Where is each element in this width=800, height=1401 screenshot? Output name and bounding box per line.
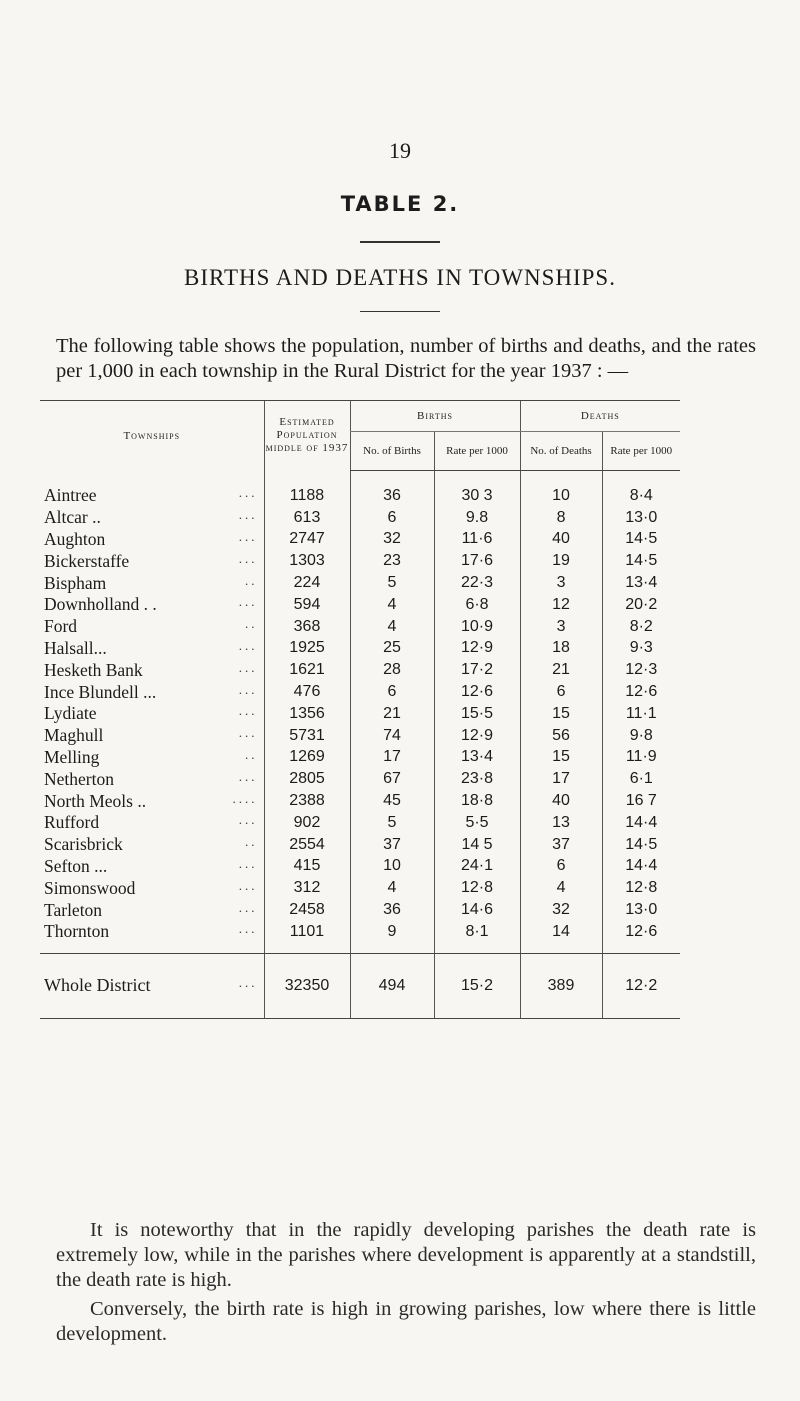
births-cell: 21 [350,703,434,725]
population-cell: 2458 [264,899,350,921]
table-row [40,790,680,812]
leader-dots: ... [238,485,258,501]
deaths-cell: 6 [520,681,602,703]
population-cell: 312 [264,877,350,899]
township-name: Ford [44,616,78,637]
birth-rate-cell: 13·4 [434,747,520,769]
birth-rate-cell: 17·2 [434,659,520,681]
township-name: Halsall... [44,637,107,658]
population-cell: 2747 [264,529,350,551]
table-row [40,529,680,551]
death-rate-cell: 14·5 [602,550,680,572]
population-cell: 1356 [264,703,350,725]
intro-paragraph: The following table shows the population, number of births and deaths, and the rates per 1,000 in each township in the Rural District for the year 1937 : — [56,335,756,382]
death-rate-cell: 9·3 [602,638,680,660]
birth-rate-cell: 22·3 [434,572,520,594]
population-cell: 415 [264,856,350,878]
township-name: Hesketh Bank [44,659,143,680]
death-rate-cell: 11·9 [602,747,680,769]
population-cell: 476 [264,681,350,703]
birth-rate-cell: 24·1 [434,856,520,878]
township-cell [40,659,264,681]
population-cell: 2554 [264,834,350,856]
leader-dots: ... [238,507,258,523]
death-rate-cell: 8·2 [602,616,680,638]
township-cell [40,681,264,703]
table-row [40,659,680,681]
births-cell: 28 [350,659,434,681]
birth-rate-cell: 10·9 [434,616,520,638]
table-row [40,812,680,834]
death-rate-cell: 13·0 [602,507,680,529]
birth-rate-cell: 12·9 [434,638,520,660]
subtitle: BIRTHS AND DEATHS IN TOWNSHIPS. [184,265,616,290]
deaths-cell: 389 [520,953,602,1018]
birth-rate-cell: 12·9 [434,725,520,747]
township-name: Whole District [44,975,151,996]
population-cell: 1269 [264,747,350,769]
population-cell: 32350 [264,953,350,1018]
leader-dots: ... [238,703,258,719]
leader-dots: ... [238,594,258,610]
table-row [40,953,680,1018]
births-cell: 36 [350,471,434,507]
leader-dots: ... [238,550,258,566]
table-row [40,899,680,921]
township-name: Sefton ... [44,855,108,876]
township-cell [40,703,264,725]
death-rate-cell: 8·4 [602,471,680,507]
death-rate-cell: 12·6 [602,681,680,703]
header-rate-births: Rate per 1000 [434,432,520,471]
births-cell: 25 [350,638,434,660]
death-rate-cell: 12·6 [602,921,680,953]
birth-rate-cell: 6·8 [434,594,520,616]
births-deaths-table [40,400,680,1019]
deaths-cell: 3 [520,572,602,594]
death-rate-cell: 12·3 [602,659,680,681]
table-row [40,572,680,594]
birth-rate-cell: 8·1 [434,921,520,953]
leader-dots: ... [238,899,258,915]
births-cell: 37 [350,834,434,856]
title-rule [360,241,440,243]
population-cell: 613 [264,507,350,529]
death-rate-cell: 13·0 [602,899,680,921]
leader-dots: ... [238,637,258,653]
births-cell: 494 [350,953,434,1018]
death-rate-cell: 12·2 [602,953,680,1018]
table-row [40,616,680,638]
header-births: Births [350,401,520,432]
deaths-cell: 40 [520,790,602,812]
leader-dots: ... [238,681,258,697]
township-cell [40,594,264,616]
deaths-cell: 15 [520,747,602,769]
births-cell: 67 [350,768,434,790]
death-rate-cell: 14·5 [602,834,680,856]
deaths-cell: 15 [520,703,602,725]
deaths-cell: 17 [520,768,602,790]
population-cell: 1621 [264,659,350,681]
township-name: Thornton [44,921,110,942]
header-rate-deaths: Rate per 1000 [602,432,680,471]
deaths-cell: 8 [520,507,602,529]
table-row [40,834,680,856]
township-cell [40,572,264,594]
header-no-births: No. of Births [350,432,434,471]
township-cell [40,834,264,856]
header-townships: Townships [40,401,264,471]
births-cell: 6 [350,507,434,529]
header-deaths: Deaths [520,401,680,432]
death-rate-cell: 12·8 [602,877,680,899]
township-cell [40,790,264,812]
death-rate-cell: 6·1 [602,768,680,790]
township-cell [40,921,264,953]
table-row [40,703,680,725]
township-cell [40,616,264,638]
leader-dots: ... [238,975,258,991]
township-name: Aintree [44,485,97,506]
deaths-cell: 10 [520,471,602,507]
leader-dots: .. [245,834,258,850]
births-cell: 32 [350,529,434,551]
death-rate-cell: 9·8 [602,725,680,747]
population-cell: 2805 [264,768,350,790]
births-cell: 17 [350,747,434,769]
death-rate-cell: 14·4 [602,812,680,834]
township-name: Downholland . . [44,594,157,615]
table-row [40,747,680,769]
population-cell: 1925 [264,638,350,660]
leader-dots: .... [232,790,258,806]
deaths-cell: 13 [520,812,602,834]
township-cell [40,529,264,551]
death-rate-cell: 14·4 [602,856,680,878]
leader-dots: ... [238,877,258,893]
population-cell: 2388 [264,790,350,812]
township-name: Netherton [44,768,114,789]
birth-rate-cell: 17·6 [434,550,520,572]
township-name: Lydiate [44,703,97,724]
births-cell: 5 [350,812,434,834]
township-name: Melling [44,746,100,767]
township-name: Simonswood [44,877,136,898]
leader-dots: ... [238,528,258,544]
deaths-cell: 12 [520,594,602,616]
leader-dots: .. [245,572,258,588]
table-row [40,877,680,899]
births-cell: 74 [350,725,434,747]
leader-dots: ... [238,855,258,871]
deaths-cell: 56 [520,725,602,747]
township-cell [40,812,264,834]
death-rate-cell: 11·1 [602,703,680,725]
deaths-cell: 4 [520,877,602,899]
population-cell: 902 [264,812,350,834]
township-cell [40,638,264,660]
table-row [40,550,680,572]
population-cell: 224 [264,572,350,594]
subtitle-rule [360,311,440,312]
leader-dots: ... [238,768,258,784]
township-name: North Meols .. [44,790,147,811]
township-name: Tarleton [44,899,103,920]
death-rate-cell: 16 7 [602,790,680,812]
births-cell: 45 [350,790,434,812]
population-cell: 368 [264,616,350,638]
births-cell: 5 [350,572,434,594]
birth-rate-cell: 9.8 [434,507,520,529]
table-row [40,471,680,507]
table-title: TABLE 2. [340,192,460,216]
table-row [40,725,680,747]
deaths-cell: 3 [520,616,602,638]
death-rate-cell: 20·2 [602,594,680,616]
births-cell: 9 [350,921,434,953]
deaths-cell: 6 [520,856,602,878]
birth-rate-cell: 12·8 [434,877,520,899]
deaths-cell: 14 [520,921,602,953]
township-cell [40,725,264,747]
leader-dots: ... [238,812,258,828]
leader-dots: ... [238,659,258,675]
leader-dots: .. [245,616,258,632]
township-name: Maghull [44,725,104,746]
birth-rate-cell: 12·6 [434,681,520,703]
death-rate-cell: 13·4 [602,572,680,594]
leader-dots: ... [238,725,258,741]
township-cell [40,877,264,899]
township-cell [40,507,264,529]
table-row [40,638,680,660]
paragraph-birth-rate: Conversely, the birth rate is high in growing parishes, low where there is little development. [56,1298,756,1345]
deaths-cell: 37 [520,834,602,856]
table-row [40,856,680,878]
page-number: 19 [389,138,411,163]
township-cell [40,953,264,1018]
table-row [40,681,680,703]
township-cell [40,899,264,921]
deaths-cell: 21 [520,659,602,681]
births-deaths-table-wrapper [40,400,680,1019]
table-body [40,471,680,1019]
township-cell [40,747,264,769]
population-cell: 1188 [264,471,350,507]
header-no-deaths: No. of Deaths [520,432,602,471]
leader-dots: .. [245,746,258,762]
table-row [40,921,680,953]
township-cell [40,550,264,572]
birth-rate-cell: 15·2 [434,953,520,1018]
township-cell [40,856,264,878]
birth-rate-cell: 18·8 [434,790,520,812]
births-cell: 6 [350,681,434,703]
birth-rate-cell: 11·6 [434,529,520,551]
births-cell: 4 [350,594,434,616]
township-cell [40,768,264,790]
township-name: Rufford [44,812,100,833]
table-row [40,507,680,529]
births-cell: 10 [350,856,434,878]
township-name: Bickerstaffe [44,550,130,571]
township-name: Bispham [44,572,107,593]
township-name: Ince Blundell ... [44,681,157,702]
township-cell [40,471,264,507]
birth-rate-cell: 14 5 [434,834,520,856]
deaths-cell: 40 [520,529,602,551]
birth-rate-cell: 5·5 [434,812,520,834]
population-cell: 1303 [264,550,350,572]
header-population: Estimated Population middle of 1937 [264,401,350,471]
population-cell: 1101 [264,921,350,953]
births-cell: 23 [350,550,434,572]
birth-rate-cell: 15·5 [434,703,520,725]
deaths-cell: 32 [520,899,602,921]
leader-dots: ... [238,921,258,937]
table-row [40,594,680,616]
table-row [40,768,680,790]
birth-rate-cell: 23·8 [434,768,520,790]
deaths-cell: 18 [520,638,602,660]
population-cell: 594 [264,594,350,616]
birth-rate-cell: 14·6 [434,899,520,921]
township-name: Scarisbrick [44,834,123,855]
paragraph-death-rate: It is noteworthy that in the rapidly developing parishes the death rate is extremely low, while in the parishes where development is apparently at a standstill, the death rate is high. [56,1219,756,1291]
birth-rate-cell: 30 3 [434,471,520,507]
population-cell: 5731 [264,725,350,747]
births-cell: 36 [350,899,434,921]
death-rate-cell: 14·5 [602,529,680,551]
township-name: Altcar .. [44,507,101,528]
deaths-cell: 19 [520,550,602,572]
births-cell: 4 [350,877,434,899]
township-name: Aughton [44,528,106,549]
births-cell: 4 [350,616,434,638]
